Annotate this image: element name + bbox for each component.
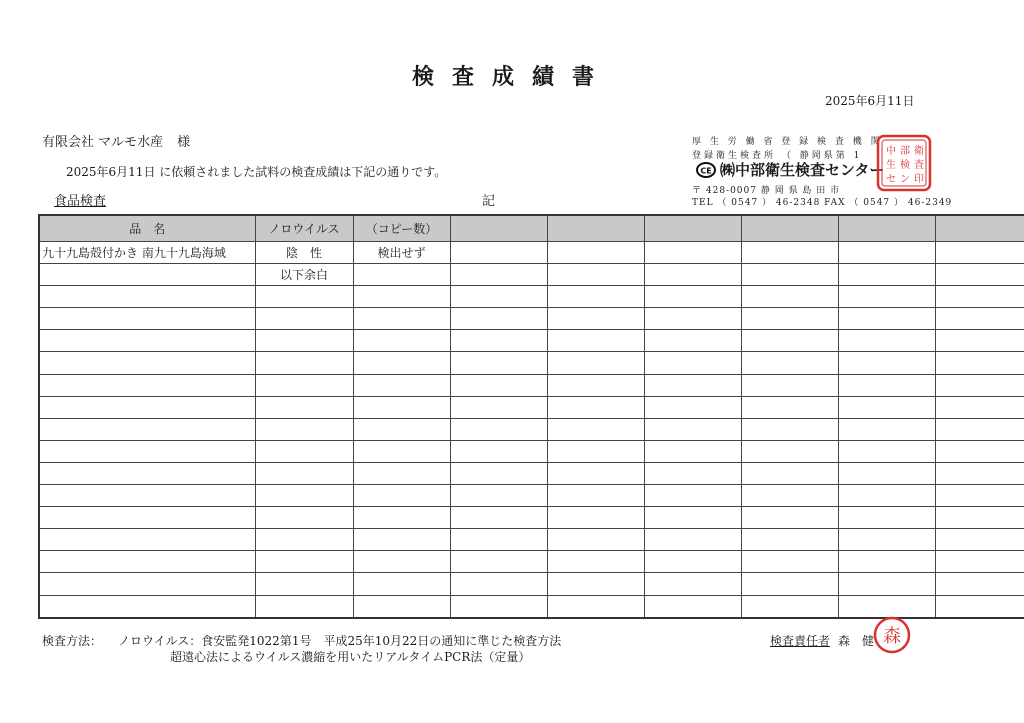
table-cell — [838, 529, 935, 551]
intro-text: 2025年6月11日 に依頼されました試料の検査成績は下記の通りです。 — [66, 165, 447, 179]
table-cell — [353, 573, 450, 595]
table-cell — [644, 264, 741, 286]
table-cell — [450, 529, 547, 551]
table-cell — [838, 440, 935, 462]
table-cell — [838, 352, 935, 374]
table-cell — [547, 462, 644, 484]
table-header-row — [39, 215, 1024, 242]
table-cell — [741, 485, 838, 507]
ki-mark: 記 — [482, 194, 496, 209]
table-cell — [450, 396, 547, 418]
table-cell — [450, 440, 547, 462]
table-cell — [547, 374, 644, 396]
method-line-2: 超遠心法によるウイルス濃縮を用いたリアルタイムPCR法（定量） — [170, 650, 531, 664]
svg-text:ン: ン — [900, 174, 910, 185]
table-cell — [39, 418, 255, 440]
table-cell — [255, 308, 353, 330]
table-cell — [353, 396, 450, 418]
header-cell: （コピー数） — [353, 215, 450, 242]
table-row — [39, 264, 1024, 286]
table-cell — [450, 462, 547, 484]
table-cell — [450, 352, 547, 374]
table-cell — [644, 462, 741, 484]
table-cell — [741, 418, 838, 440]
table-row — [39, 485, 1024, 507]
table-cell — [255, 396, 353, 418]
table-cell — [255, 330, 353, 352]
svg-text:部: 部 — [900, 146, 910, 157]
table-cell — [838, 485, 935, 507]
table-cell — [935, 374, 1024, 396]
table-cell — [547, 529, 644, 551]
table-cell — [353, 551, 450, 573]
table-cell — [39, 595, 255, 618]
category-label: 食品検査 — [54, 194, 107, 209]
table-cell — [255, 529, 353, 551]
table-cell — [547, 485, 644, 507]
table-cell — [838, 551, 935, 573]
table-cell — [39, 264, 255, 286]
header-cell — [935, 215, 1024, 242]
table-cell — [838, 330, 935, 352]
table-cell — [838, 507, 935, 529]
table-cell — [935, 551, 1024, 573]
table-cell — [353, 485, 450, 507]
svg-text:セ: セ — [886, 174, 896, 185]
table-cell — [644, 352, 741, 374]
table-cell — [547, 440, 644, 462]
table-row — [39, 573, 1024, 595]
table-cell — [450, 551, 547, 573]
seal-character: 森 — [883, 626, 901, 647]
personal-seal-icon — [872, 615, 912, 655]
table-cell — [450, 308, 547, 330]
issuer-registration: 厚 生 労 働 省 登 録 検 査 機 関 — [692, 137, 883, 147]
issuer-company — [696, 159, 884, 180]
table-cell — [450, 573, 547, 595]
table-cell — [935, 330, 1024, 352]
table-cell — [741, 507, 838, 529]
table-cell — [935, 418, 1024, 440]
table-cell — [644, 286, 741, 308]
table-cell — [741, 396, 838, 418]
table-cell — [644, 573, 741, 595]
table-cell — [741, 595, 838, 618]
svg-text:中: 中 — [886, 146, 896, 157]
table-cell — [353, 595, 450, 618]
table-cell — [450, 374, 547, 396]
table-cell — [353, 352, 450, 374]
table-cell — [255, 352, 353, 374]
table-cell — [644, 396, 741, 418]
table-cell — [353, 462, 450, 484]
table-cell — [838, 308, 935, 330]
table-cell — [255, 440, 353, 462]
table-row — [39, 507, 1024, 529]
table-cell — [547, 330, 644, 352]
company-logo-icon — [696, 162, 716, 178]
table-cell — [547, 264, 644, 286]
table-cell — [39, 374, 255, 396]
table-cell — [255, 507, 353, 529]
table-cell — [935, 308, 1024, 330]
table-cell — [644, 507, 741, 529]
client-name: 有限会社 マルモ水産 — [42, 135, 164, 150]
table-row — [39, 462, 1024, 484]
table-cell — [39, 286, 255, 308]
svg-text:印: 印 — [914, 174, 924, 185]
table-cell — [547, 418, 644, 440]
issuer-address: 〒 428-0007 静 岡 県 島 田 市 — [692, 186, 841, 196]
issuer-tel-fax: TEL （ 0547 ） 46-2348 FAX （ 0547 ） 46-2349 — [692, 198, 953, 208]
table-cell — [935, 462, 1024, 484]
table-cell — [255, 485, 353, 507]
table-cell — [644, 308, 741, 330]
table-cell — [741, 286, 838, 308]
table-cell — [353, 529, 450, 551]
table-cell — [741, 330, 838, 352]
table-cell — [450, 418, 547, 440]
table-cell: 九十九島殻付かき 南九十九島海域 — [39, 242, 255, 264]
table-cell — [39, 507, 255, 529]
table-cell — [39, 529, 255, 551]
table-cell — [255, 286, 353, 308]
table-cell — [547, 573, 644, 595]
table-cell — [935, 264, 1024, 286]
table-cell — [838, 374, 935, 396]
table-row — [39, 551, 1024, 573]
table-cell — [644, 595, 741, 618]
table-cell — [644, 418, 741, 440]
company-name: ㈱中部衛生検査センター — [720, 161, 885, 179]
table-cell — [935, 396, 1024, 418]
header-cell — [838, 215, 935, 242]
table-cell — [935, 440, 1024, 462]
table-cell — [255, 418, 353, 440]
table-cell — [644, 529, 741, 551]
responsible-name: 森 健 — [838, 634, 875, 648]
table-cell — [353, 286, 450, 308]
table-cell — [741, 462, 838, 484]
issuer-lab-registration: 登録衛生検査所 （ 静岡県第 1 — [692, 151, 863, 161]
responsible-person — [770, 632, 874, 649]
responsible-label: 検査責任者 — [770, 634, 831, 648]
table-cell — [450, 485, 547, 507]
table-cell — [39, 573, 255, 595]
header-cell — [644, 215, 741, 242]
table-cell — [353, 330, 450, 352]
svg-text:生: 生 — [886, 160, 896, 171]
table-cell — [450, 507, 547, 529]
table-row — [39, 286, 1024, 308]
table-cell — [935, 242, 1024, 264]
table-cell — [935, 595, 1024, 618]
table-cell — [255, 374, 353, 396]
table-row — [39, 440, 1024, 462]
table-cell — [644, 551, 741, 573]
company-seal-icon — [876, 134, 932, 192]
table-cell — [255, 551, 353, 573]
table-cell — [255, 462, 353, 484]
table-cell — [353, 374, 450, 396]
table-cell — [644, 330, 741, 352]
table-cell — [935, 573, 1024, 595]
header-cell — [450, 215, 547, 242]
table-cell — [353, 418, 450, 440]
table-cell — [935, 485, 1024, 507]
table-row — [39, 418, 1024, 440]
table-cell — [838, 573, 935, 595]
table-cell — [547, 595, 644, 618]
table-cell — [838, 396, 935, 418]
table-row — [39, 352, 1024, 374]
header-cell: ノロウイルス — [255, 215, 353, 242]
table-body — [39, 242, 1024, 618]
table-cell — [741, 551, 838, 573]
table-cell — [741, 352, 838, 374]
table-row — [39, 330, 1024, 352]
table-cell — [39, 485, 255, 507]
table-row — [39, 396, 1024, 418]
table-row — [39, 529, 1024, 551]
table-cell — [741, 264, 838, 286]
table-cell — [39, 330, 255, 352]
table-cell — [644, 440, 741, 462]
table-cell — [935, 529, 1024, 551]
issue-date: 2025年6月11日 — [825, 94, 915, 108]
table-cell — [353, 264, 450, 286]
table-cell — [353, 440, 450, 462]
header-cell — [547, 215, 644, 242]
logo-letters: CE — [700, 166, 712, 175]
table-cell — [838, 264, 935, 286]
table-cell — [39, 551, 255, 573]
table-row — [39, 374, 1024, 396]
table-cell — [353, 308, 450, 330]
table-cell — [547, 286, 644, 308]
table-cell — [255, 595, 353, 618]
table-cell — [39, 462, 255, 484]
table-cell — [547, 308, 644, 330]
table-cell — [547, 352, 644, 374]
method-label: 検査方法： — [42, 634, 103, 648]
table-cell — [838, 286, 935, 308]
header-cell: 品 名 — [39, 215, 255, 242]
table-cell: 陰 性 — [255, 242, 353, 264]
table-cell — [644, 242, 741, 264]
table-cell: 検出せず — [353, 242, 450, 264]
svg-text:査: 査 — [914, 160, 924, 171]
table-cell — [935, 352, 1024, 374]
table-row — [39, 242, 1024, 264]
client-line — [42, 131, 190, 150]
table-cell — [39, 396, 255, 418]
svg-text:検: 検 — [900, 160, 910, 171]
table-cell — [450, 242, 547, 264]
table-row — [39, 308, 1024, 330]
table-cell — [644, 374, 741, 396]
table-cell: 以下余白 — [255, 264, 353, 286]
table-cell — [838, 462, 935, 484]
results-table — [38, 214, 1024, 619]
table-cell — [838, 242, 935, 264]
client-honorific: 様 — [177, 135, 191, 150]
method-line-1: ノロウイルス：食安監発1022第1号 平成25年10月22日の通知に準じた検査方法 — [118, 634, 562, 648]
header-cell — [741, 215, 838, 242]
table-cell — [741, 440, 838, 462]
table-cell — [450, 330, 547, 352]
table-cell — [255, 573, 353, 595]
table-cell — [450, 286, 547, 308]
svg-text:衛: 衛 — [914, 146, 924, 157]
table-cell — [547, 551, 644, 573]
table-cell — [741, 242, 838, 264]
table-cell — [741, 529, 838, 551]
table-cell — [39, 352, 255, 374]
table-cell — [644, 485, 741, 507]
table-cell — [935, 507, 1024, 529]
table-cell — [741, 573, 838, 595]
table-cell — [547, 396, 644, 418]
table-cell — [741, 308, 838, 330]
table-cell — [450, 264, 547, 286]
table-cell — [741, 374, 838, 396]
document-title: 検査成績書 — [411, 64, 612, 90]
table-cell — [838, 418, 935, 440]
table-cell — [935, 286, 1024, 308]
table-cell — [353, 507, 450, 529]
table-cell — [547, 242, 644, 264]
table-cell — [39, 440, 255, 462]
table-cell — [39, 308, 255, 330]
table-cell — [450, 595, 547, 618]
table-cell — [547, 507, 644, 529]
